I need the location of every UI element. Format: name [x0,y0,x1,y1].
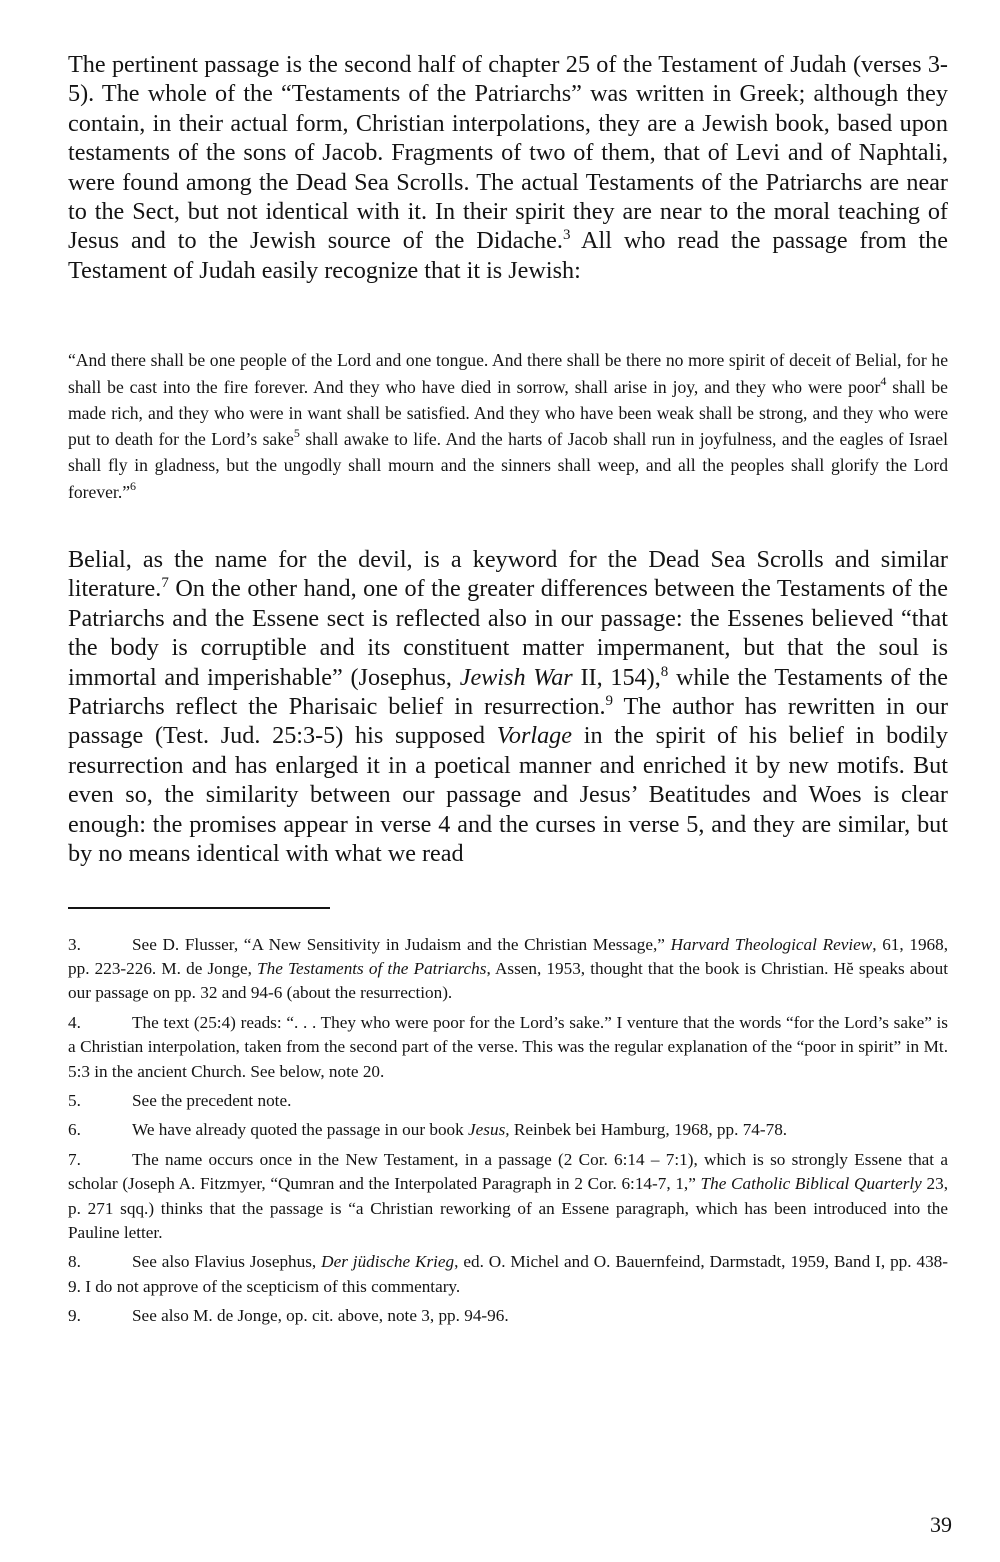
text-span: Belial, as the name for the devil, is a keyword for the Dead Sea Scrolls and similar literature. [68,546,948,603]
block-quote [68,347,948,505]
text-span: in the spirit of his belief in bodily resurrection and has enlarged it in a poetical manner and enriched it by new motifs. But even so, the similarity between our passage and Jesus’ Beatitudes and Woes is clear enough: the promises appear in verse 4 and the curses in verse 5, and they are similar, but by no means identical with what we read [68,722,948,868]
footnote-number: 6. [68,1120,81,1140]
text-span: See also M. de Jonge, op. cit. above, note 3, pp. 94-96. [132,1306,509,1326]
page-number: 39 [930,1512,952,1537]
text-span: See D. Flusser, “A New Sensitivity in Judaism and the Christian Message,” [132,934,671,954]
footnote-8 [68,1250,948,1299]
italic-title: Jesus, [468,1120,510,1140]
text-span: The pertinent passage is the second half of chapter 25 of the Testament of Judah (verses 3-5). The whole of the “Testaments of the Patriarchs” was written in Greek; although they contain, in their actual form, Christian interpolations, they are a Jewish book, based upon testaments of the sons of Jacob. Fragments of two of them, that of Levi and of Naphtali, were found among the Dead Sea Scrolls. The actual Testaments of the Patriarchs are near to the Sect, but not identical with it. In their spirit they are near to the moral teaching of Jesus and to the Jewish source of the Didache. [68,51,948,255]
text-span: On the other hand, one of the greater differences between the Testaments of the Patriarchs and the Essene sect is reflected also in our passage: the Essenes believed “that the body is corruptible and its constituent matter impermanent, but that the soul is immortal and imperishable” (Josephus, [68,575,948,691]
italic-title: The Testaments of the Patriarchs [257,958,487,978]
text-span: See the precedent note. [132,1090,292,1110]
text-span: We have already quoted the passage in our book [132,1120,469,1140]
footnote-number: 4. [68,1012,81,1032]
footnote-ref-9[interactable]: 9 [605,693,614,710]
text-span: The name occurs once in the New Testament, in a passage (2 Cor. 6:14 – 7:1), which is so strongly Essene that a scholar (Joseph A. Fitzmyer, “Qumran and the Interpolated Paragraph in 2 Cor. 6:14-7, 1,” [68,1149,948,1194]
body-paragraph-2 [68,545,948,868]
text-span: II, 154), [572,663,661,691]
italic-term: Vorlage [496,722,573,750]
footnote-4 [68,1011,948,1084]
italic-title: The Catholic Biblical Quarterly [700,1174,922,1194]
footnotes-section [68,933,948,1329]
footnote-number: 8. [68,1252,81,1272]
footnote-7 [68,1148,948,1246]
text-span: “And there shall be one people of the Lord and one tongue. And there shall be there no more spirit of deceit of Belial, for he shall be cast into the fire forever. And they who have died in sorrow, shall arise in joy, and they who were poor [68,350,948,397]
footnote-number: 7. [68,1149,81,1169]
footnote-ref-3[interactable]: 3 [562,227,571,244]
footnote-number: 3. [68,934,81,954]
footnote-ref-8[interactable]: 8 [660,663,669,680]
footnote-number: 9. [68,1306,81,1326]
text-span: , 61, 1968, pp. 223-226. M. de Jonge, [68,934,949,978]
footnote-number: 5. [68,1090,81,1110]
footnote-3 [68,933,948,1006]
body-paragraph-1 [68,50,948,285]
footnote-6 [68,1118,948,1142]
footnote-ref-7[interactable]: 7 [161,575,169,592]
footnote-ref-4[interactable]: 4 [880,373,887,388]
text-span: , ed. O. Michel and O. Bauernfeind, Darmstadt, 1959, Band I, pp. 438-9. I do not approve of the scepticism of this commentary. [68,1252,948,1296]
footnote-ref-5[interactable]: 5 [293,426,300,441]
text-span: while the Testaments of the Patriarchs reflect the Pharisaic belief in resurrection. [68,663,948,721]
text-span: 23, p. 271 sqq.) thinks that the passage is “a Christian reworking of an Essene paragraph, which has been introduced into the Pauline letter. [68,1174,948,1242]
page-content [68,50,948,1334]
text-span: Reinbek bei Hamburg, 1968, pp. 74-78. [509,1120,788,1140]
text-span: The text (25:4) reads: “. . . They who were poor for the Lord’s sake.” I venture that the words “for the Lord’s sake” is a Christian interpolation, taken from the second part of the verse. This was the regular explanation of the “poor in spirit” in Mt. 5:3 in the ancient Church. See below, note 20. [68,1012,948,1081]
text-span: All who read the passage from the Testament of Judah easily recognize that it is Jewish: [68,227,948,284]
italic-title: Harvard Theological Review [670,934,873,954]
italic-title: Der jüdische Krieg [321,1252,455,1272]
text-span: , Assen, 1953, thought that the book is Christian. Hĕ speaks about our passage on pp. 32 and 94-6 (about the resurrection). [68,958,948,1003]
footnote-ref-6[interactable]: 6 [130,478,137,493]
italic-title: Jewish War [459,663,573,691]
text-span: shall awake to life. And the harts of Jacob shall run in joyfulness, and the eagles of Israel shall fly in gladness, but the ungodly shall mourn and the sinners shall weep, and all the peoples shall glorify the Lord forever.” [68,429,948,502]
text-span: See also Flavius Josephus, [132,1252,322,1272]
footnote-divider [68,907,330,909]
text-span: The author has rewritten in our passage (Test. Jud. 25:3-5) his supposed [68,693,949,750]
footnote-5 [68,1089,948,1113]
footnote-9 [68,1304,948,1328]
text-span: shall be made rich, and they who were in want shall be satisfied. And they who have been weak shall be strong, and they who were put to death for the Lord’s sake [68,376,948,450]
